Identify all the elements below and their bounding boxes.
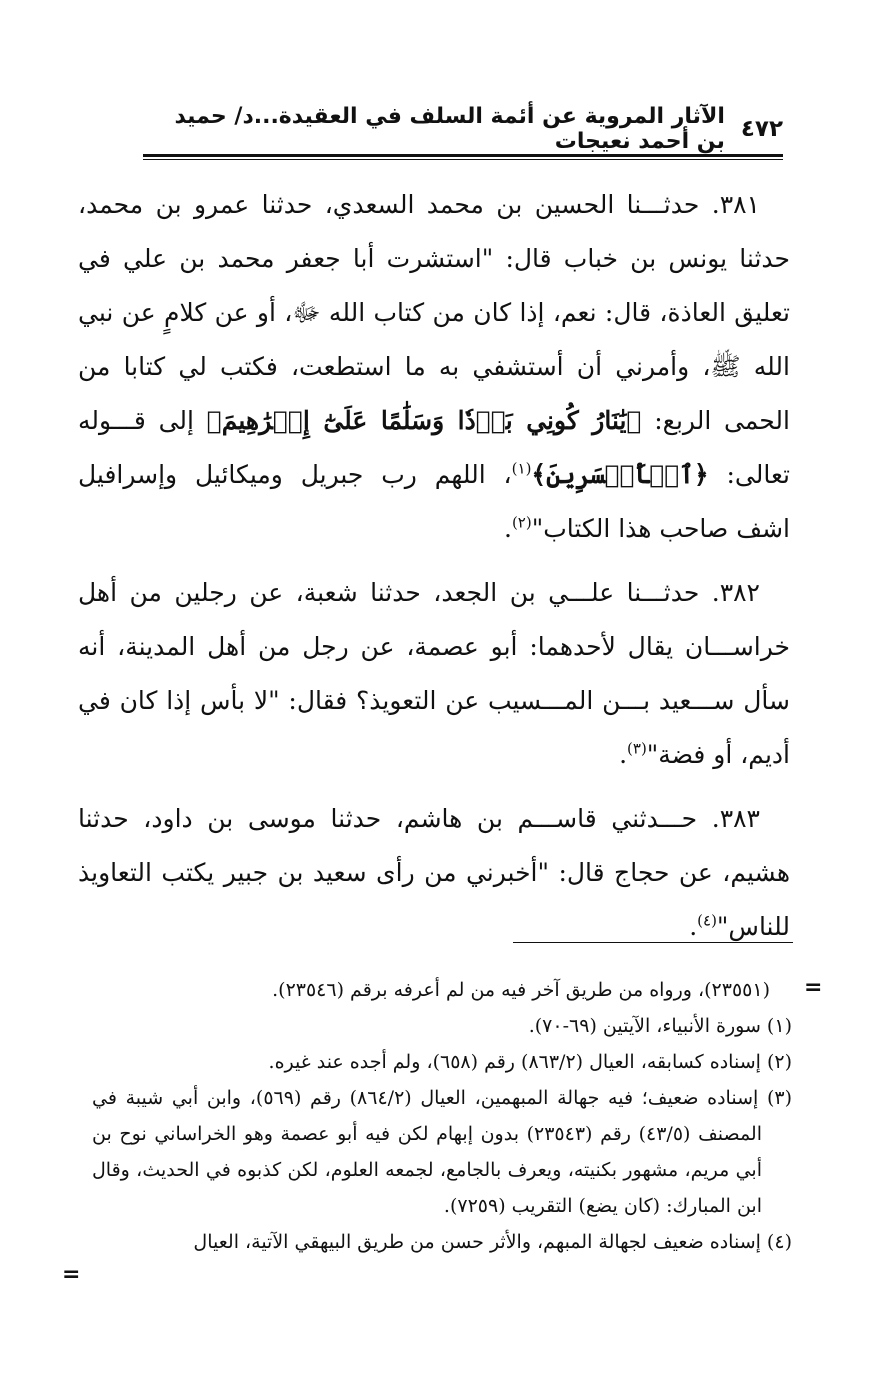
footnote-ref-4: (٤) [697,911,717,930]
paragraph-383 [78,792,790,954]
footnote-ref-1: (١) [511,459,532,478]
footnote-ref-2: (٢) [511,513,532,532]
footnote-1: (١) سورة الأنبياء، الآيتين (٦٩-٧٠). [528,1015,792,1037]
header-title: الآثار المروية عن أئمة السلف في العقيدة...د/ حميد بن أحمد نعيجات [174,104,725,154]
paragraph-382-text: ٣٨٢. حدثـــنا علـــي بن الجعد، حدثنا شعبة، عن رجلين من أهل خراســـان يقال لأحدهما: أبو عصمة، عن رجل من أهل المدينة، أنه سأل ســـعيد بـــن المـــسيب عن التعويذ؟ فقال: "لا بأس إذا كان في أديم، أو فضة" [78,578,790,769]
footnote-continuation: (٢٣٥٥١)، ورواه من طريق آخر فيه من لم أعرفه برقم (٢٣٥٤٦). [272,979,770,1001]
paragraph-381 [78,178,790,556]
paragraph-381-text-c: ، اللهم رب جبريل وميكائيل وإسرافيل اشف صاحب هذا الكتاب" [78,460,790,543]
continuation-mark-top: = [804,975,823,1000]
paragraph-381-text-a: ٣٨١. حدثـــنا الحسين بن محمد السعدي، حدثنا عمرو بن محمد، حدثنا يونس بن خباب قال: "استشرت أبا جعفر محمد بن علي في تعليق العاذة، قال: نعم، إذا كان من كتاب الله ﷻ، أو عن كلامٍ عن نبي الله ﷺ، وأمرني أن أستشفي به ما استطعت، فكتب لي كتابا من الحمى الربع: [78,190,790,435]
footnote-3: (٣) إسناده ضعيف؛ فيه جهالة المبهمين، العيال (٨٦٤/٢) رقم (٥٦٩)، وابن أبي شيبة في المصنف (٤٣/٥) رقم (٢٣٥٤٣) بدون إبهام لكن فيه أبو عصمة وهو الخراساني نوح بن أبي مريم، مشهور بكنيته، ويعرف بالجامع، لجمعه العلوم، لكن كذبوه في الحديث، وقال ابن المبارك: (كان يضع) التقريب (٧٢٥٩). [92,1087,793,1217]
footnote-4: (٤) إسناده ضعيف لجهالة المبهم، والأثر حسن من طريق البيهقي الآتية، العيال [193,1231,792,1253]
paragraph-382 [78,566,790,782]
header-rule [143,154,783,157]
page-number: ٤٧٢ [740,116,783,142]
footnote-2: (٢) إسناده كسابقه، العيال (٨٦٣/٢) رقم (٦٥٨)، ولم أجده عند غيره. [268,1051,792,1073]
footnote-ref-3: (٣) [627,739,647,758]
paragraph-381-text-b: إلى قـــوله تعالى: [78,406,790,489]
footnote-separator [513,942,793,943]
quran-verse-2: ﴿ٱلۡأَخۡسَرِينَ﴾ [531,460,709,489]
main-text [78,178,790,964]
paragraph-381-text-d: . [503,514,512,543]
paragraph-383-end: . [689,912,698,941]
footnotes [92,972,792,1260]
paragraph-383-text: ٣٨٣. حـــدثني قاســـم بن هاشم، حدثنا موسى بن داود، حدثنا هشيم، عن حجاج قال: "أخبرني من رأى سعيد بن جبير يكتب التعاويذ للناس" [78,804,790,941]
paragraph-382-end: . [619,740,628,769]
running-header [143,104,783,154]
continuation-mark-bottom: = [62,1262,81,1287]
header-rule-thin [143,159,783,160]
quran-verse-1: ﴿يَٰنَارُ كُونِي بَرۡدٗا وَسَلَٰمًا عَلَىٰٓ إِبۡرَٰهِيمَ﴾ [206,406,642,435]
